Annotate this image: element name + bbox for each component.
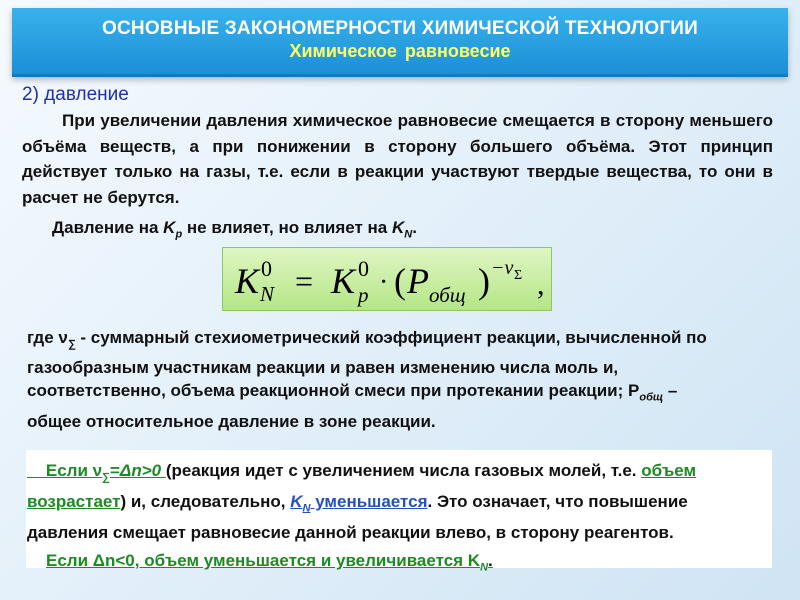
formula-dot: · <box>379 267 389 298</box>
formula-exponent-sub: Σ <box>514 268 523 283</box>
formula-k-lhs: K <box>235 261 260 301</box>
kp-subscript: p <box>175 228 183 241</box>
formula-equals: = <box>295 263 314 299</box>
formula-rhs-sup: 0 <box>358 256 369 281</box>
title-banner <box>12 8 788 77</box>
slide-title: ОСНОВНЫЕ ЗАКОНОМЕРНОСТИ ХИМИЧЕСКОЙ ТЕХНОЛОГИИ <box>102 18 698 39</box>
kn-emphasis: K <box>290 491 303 511</box>
formula-svg <box>223 248 551 310</box>
formula-open-paren: ( <box>394 261 406 301</box>
kp-text-2: не влияет, но влияет на <box>182 218 392 237</box>
definition-paragraph <box>27 326 727 433</box>
negative-case-line <box>46 551 493 573</box>
kn-emphasis-sub: N <box>302 502 311 515</box>
definition-sub-1: ∑ <box>67 338 76 351</box>
formula-p: P <box>407 261 429 301</box>
kn-subscript: N <box>404 228 413 241</box>
condition-delta: Δn>0 <box>119 461 166 480</box>
emphasis-text-1: (реакция идет с увеличением числа газовых молей, т.е. <box>165 461 642 480</box>
emphasis-text-3: . Это означает, что повышение давления смещает равновесие данной реакции влево, в сторону реагентов. <box>27 491 688 542</box>
definition-text-2: - суммарный стехиометрический коэффициент реакции, вычисленной по газообразным участникам реакции и равен изменению числа моль и, соответственно, объема реакционной смеси при протекании реакции; P <box>27 328 707 401</box>
definition-text-3: – общее относительное давление в зоне реакции. <box>27 381 678 431</box>
formula-exponent: −ν <box>491 257 514 279</box>
kp-statement <box>52 218 417 240</box>
kn-decreases: уменьшается <box>310 491 428 511</box>
kp-text-1: Давление на <box>52 218 164 237</box>
negative-case-sub: N <box>480 561 489 574</box>
kn-symbol: K <box>391 218 405 237</box>
negative-case-text: Если Δn<0, объем уменьшается и увеличивается K <box>46 551 481 570</box>
condition-sub: ∑ <box>102 471 110 484</box>
pressure-paragraph: При увеличении давления химическое равновесие смещается в сторону меньшего объёма веществ, а при понижении в сторону большего объёма. Этот принцип действует только на газы, т.е. если в реакции участвуют твердые вещества, то они в расчет не берутся. <box>22 111 773 207</box>
formula-lhs-sub: N <box>260 282 275 306</box>
emphasis-paragraph <box>27 459 771 544</box>
formula-rhs-sub: p <box>358 283 369 307</box>
formula-lhs-sup: 0 <box>261 256 272 281</box>
section-heading: 2) давление <box>22 84 129 105</box>
emphasis-text-2: ) и, следовательно, <box>120 491 291 511</box>
formula-k-rhs: K <box>331 261 356 301</box>
kp-symbol: K <box>163 218 176 237</box>
definition-sub-2: общ <box>639 391 664 404</box>
volume-grows: объем возрастает <box>27 461 697 511</box>
equilibrium-formula <box>222 247 552 311</box>
condition-eq: = <box>109 461 120 480</box>
negative-case-end: . <box>488 551 493 570</box>
formula-close-paren: ) <box>478 261 490 301</box>
formula-p-sub: общ <box>429 283 466 307</box>
kp-text-3: . <box>412 218 417 237</box>
condition-lead: Если ν <box>27 461 103 480</box>
definition-text-1: где ν <box>27 328 68 347</box>
slide-subtitle: Химическое равновесие <box>289 41 511 61</box>
formula-comma: , <box>537 268 545 301</box>
